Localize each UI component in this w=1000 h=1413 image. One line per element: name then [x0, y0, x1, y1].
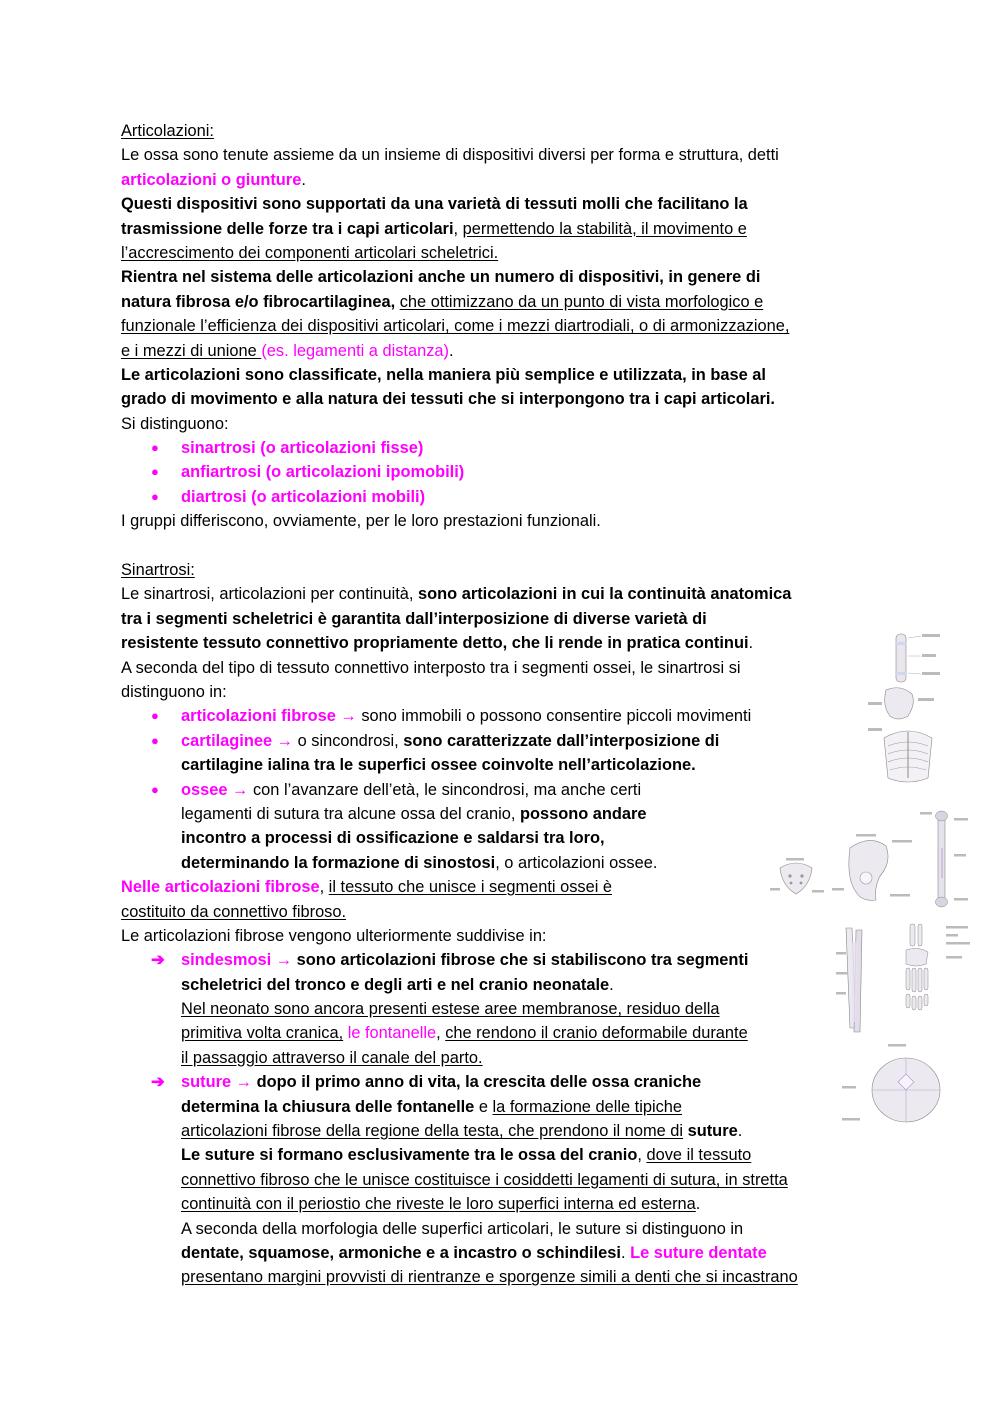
- bold-text: sono articolazioni fibrose che si stabiliscono tra segmenti: [292, 951, 749, 970]
- paragraph-line: Le articolazioni fibrose vengono ulteriormente suddivise in:: [121, 926, 547, 945]
- highlight-term: le fontanelle: [343, 1024, 437, 1043]
- paragraph-line: grado di movimento e alla natura dei tessuti che si interpongono tra i capi articolari.: [121, 390, 775, 409]
- list-item-continuation: cartilagine ialina tra le superfici ossee coinvolte nell’articolazione.: [181, 756, 696, 775]
- list-item-continuation: incontro a processi di ossificazione e saldarsi tra loro,: [181, 829, 605, 848]
- list-item-continuation: [121, 851, 881, 875]
- list-item-term: suture →: [181, 1073, 253, 1092]
- list-item-text: sono immobili o possono consentire piccoli movimenti: [356, 707, 752, 726]
- cartilage-joints-figure: [866, 628, 952, 784]
- list-item-continuation: [121, 1192, 881, 1216]
- list-item-continuation: [121, 1119, 881, 1143]
- underlined-text: che rendono il cranio deformabile durante: [445, 1024, 748, 1043]
- underlined-text: permettendo la stabilità, il movimento e: [462, 219, 747, 238]
- list-item-continuation: Nel neonato sono ancora presenti estese aree membranose, residuo della: [181, 1000, 720, 1019]
- list-item-continuation: [121, 1143, 881, 1167]
- underlined-text: dove il tessuto: [646, 1146, 752, 1165]
- document-body: [121, 119, 881, 1290]
- paragraph-line: l’accrescimento dei componenti articolari scheletrici.: [121, 243, 499, 262]
- list-item-continuation: A seconda della morfologia delle superfici articolari, le suture si distinguono in: [181, 1219, 744, 1238]
- bold-text: suture: [683, 1122, 738, 1141]
- underlined-text: continuità con il periostio che riveste le loro superfici interna ed esterna: [181, 1195, 696, 1214]
- punctuation: ,: [319, 878, 329, 897]
- bold-text: sono articolazioni in cui la continuità anatomica: [418, 585, 792, 604]
- plain-text: e: [474, 1097, 493, 1116]
- punctuation: .: [695, 1195, 701, 1214]
- list-item: [121, 436, 881, 460]
- paragraph-line: funzionale l’efficienza dei dispositivi articolari, come i mezzi diartrodiali, o di armonizzazione,: [121, 317, 790, 336]
- list-item: [121, 460, 881, 484]
- highlight-example: (es. legamenti a distanza): [261, 341, 449, 360]
- punctuation: ,: [637, 1146, 647, 1165]
- underlined-text: la formazione delle tipiche: [492, 1097, 683, 1116]
- paragraph-gap: [121, 534, 881, 558]
- list-item-continuation: il passaggio attraverso il canale del parto.: [181, 1048, 483, 1067]
- underlined-text: e i mezzi di unione: [121, 341, 262, 360]
- list-item: [121, 485, 881, 509]
- paragraph-line: distinguono in:: [121, 682, 227, 701]
- punctuation: ,: [436, 1024, 446, 1043]
- paragraph-line: tra i segmenti scheletrici è garantita dall’interposizione di diverse varietà di: [121, 609, 707, 628]
- paragraph-line: [121, 168, 881, 192]
- list-item-continuation: [121, 802, 881, 826]
- bold-text: possono andare: [519, 804, 647, 823]
- list-item-continuation: presentano margini provvisti di rientranze e sporgenze simili a denti che si incastrano: [181, 1268, 798, 1287]
- list-item-term: sindesmosi →: [181, 951, 293, 970]
- heading-articolazioni: Articolazioni:: [121, 122, 214, 140]
- paragraph-line: [121, 290, 881, 314]
- bullet-icon: ●: [151, 464, 159, 480]
- list-item-term: ossee →: [181, 780, 249, 799]
- punctuation: ,: [453, 219, 463, 238]
- highlight-term: Le suture dentate: [630, 1243, 767, 1262]
- paragraph-line: [121, 339, 881, 363]
- bold-text: resistente tessuto connettivo propriamente detto, che li rende in pratica continui: [121, 634, 749, 653]
- underlined-text: che ottimizzano da un punto di vista morfologico e: [399, 292, 764, 311]
- bold-text: determinando la formazione di sinostosi: [181, 853, 496, 872]
- plain-text: Le sinartrosi, articolazioni per continuità,: [121, 585, 419, 604]
- bold-text: trasmissione delle forze tra i capi articolari: [121, 219, 454, 238]
- list-item-continuation: connettivo fibroso che le unisce costituisce i cosiddetti legamenti di sutura, in stretta: [181, 1170, 788, 1189]
- list-item-text: con l’avanzare dell’età, le sincondrosi, ma anche certi: [248, 780, 642, 799]
- list-item: [121, 704, 881, 728]
- bold-text: sono caratterizzate dall’interposizione di: [403, 731, 720, 750]
- paragraph-line: [121, 217, 881, 241]
- punctuation: .: [748, 634, 754, 653]
- arrow-icon: ➔: [151, 951, 165, 970]
- list-item: [121, 1070, 881, 1094]
- bold-text: scheletrici del tronco e degli arti e nel cranio neonatale: [181, 975, 610, 994]
- list-item: [121, 948, 881, 972]
- list-item-continuation: [121, 1241, 881, 1265]
- bold-text: determina la chiusura delle fontanelle: [181, 1097, 475, 1116]
- arrow-icon: ➔: [151, 1073, 165, 1092]
- paragraph-line: [121, 582, 881, 606]
- list-item-term: articolazioni fibrose →: [181, 707, 357, 726]
- list-item: [121, 778, 881, 802]
- paragraph-line: Si distinguono:: [121, 414, 229, 433]
- bone-ossification-figure: [770, 808, 970, 912]
- punctuation: .: [609, 975, 614, 994]
- fibrous-joints-figure: [836, 922, 978, 1132]
- bold-text: dopo il primo anno di vita, la crescita delle ossa craniche: [252, 1073, 702, 1092]
- paragraph-line: Le ossa sono tenute assieme da un insieme di dispositivi diversi per forma e struttura, detti: [121, 146, 779, 165]
- underlined-text: primitiva volta cranica,: [181, 1024, 344, 1043]
- bold-text: natura fibrosa e/o fibrocartilaginea,: [121, 292, 396, 311]
- bullet-icon: ●: [151, 732, 159, 748]
- highlight-term: articolazioni o giunture: [121, 170, 302, 189]
- list-item-text: o sincondrosi,: [293, 731, 404, 750]
- list-item-continuation: [121, 1095, 881, 1119]
- paragraph-line: [121, 631, 881, 655]
- list-item-text: sinartrosi (o articolazioni fisse): [181, 439, 424, 458]
- list-item-text: diartrosi (o articolazioni mobili): [181, 487, 426, 506]
- bullet-icon: ●: [151, 440, 159, 456]
- heading-sinartrosi: Sinartrosi:: [121, 561, 195, 580]
- paragraph-line: [121, 875, 881, 899]
- bullet-icon: ●: [151, 488, 159, 504]
- punctuation: .: [737, 1122, 743, 1141]
- bullet-icon: ●: [151, 781, 159, 797]
- list-item-term: cartilaginee →: [181, 731, 294, 750]
- list-item-continuation: [121, 1021, 881, 1045]
- paragraph-line: Questi dispositivi sono supportati da una varietà di tessuti molli che facilitano la: [121, 195, 748, 214]
- list-item: [121, 729, 881, 753]
- paragraph-line: Le articolazioni sono classificate, nella maniera più semplice e utilizzata, in base al: [121, 365, 766, 384]
- punctuation: .: [620, 1243, 631, 1262]
- punctuation: .: [301, 170, 306, 189]
- plain-text: , o articolazioni ossee.: [495, 853, 658, 872]
- bullet-icon: ●: [151, 708, 159, 724]
- punctuation: .: [449, 341, 454, 360]
- underlined-text: il tessuto che unisce i segmenti ossei è: [328, 878, 613, 897]
- bold-text: Le suture si formano esclusivamente tra le ossa del cranio: [181, 1146, 638, 1165]
- list-item-text: anfiartrosi (o articolazioni ipomobili): [181, 463, 465, 482]
- paragraph-line: I gruppi differiscono, ovviamente, per le loro prestazioni funzionali.: [121, 512, 601, 531]
- highlight-term: Nelle articolazioni fibrose: [121, 878, 320, 897]
- plain-text: legamenti di sutura tra alcune ossa del cranio,: [181, 804, 520, 823]
- bold-text: dentate, squamose, armoniche e a incastro o schindilesi: [181, 1243, 621, 1262]
- underlined-text: articolazioni fibrose della regione della testa, che prendono il nome di: [181, 1122, 684, 1141]
- list-item-continuation: [121, 973, 881, 997]
- paragraph-line: costituito da connettivo fibroso.: [121, 902, 347, 921]
- paragraph-line: Rientra nel sistema delle articolazioni anche un numero di dispositivi, in genere di: [121, 268, 761, 287]
- paragraph-line: A seconda del tipo di tessuto connettivo interposto tra i segmenti ossei, le sinartrosi si: [121, 658, 741, 677]
